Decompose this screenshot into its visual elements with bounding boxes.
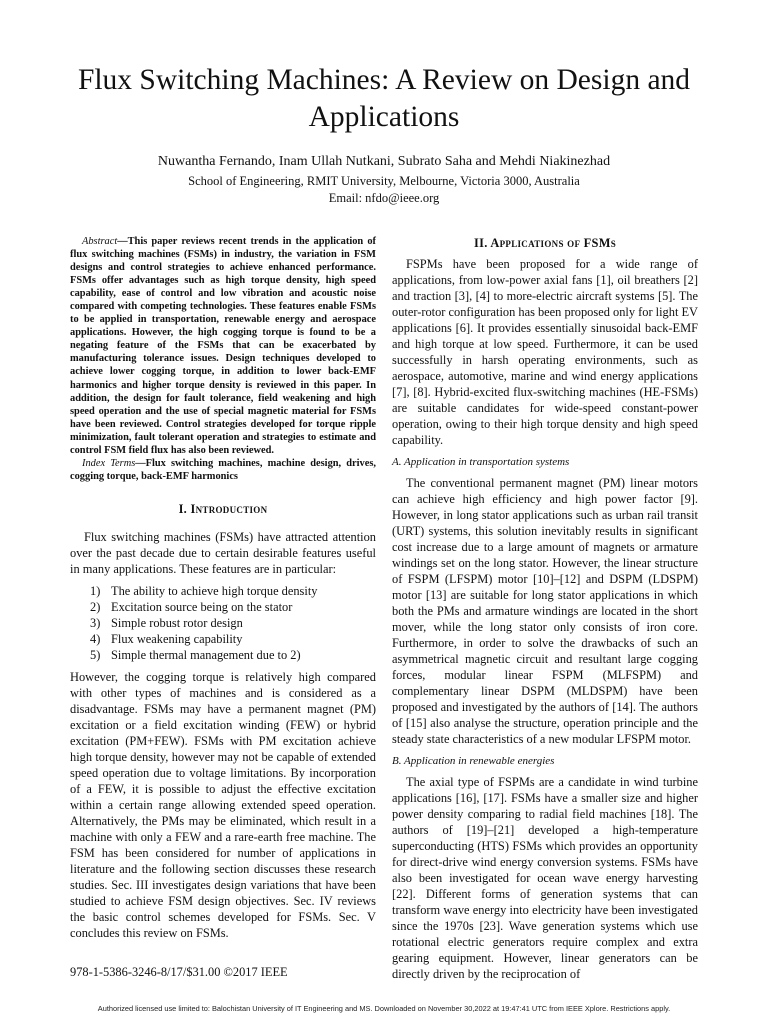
- affiliation: School of Engineering, RMIT University, Melbourne, Victoria 3000, Australia: [188, 174, 580, 188]
- section-heading-applications: II. Applications of FSMs: [474, 236, 616, 250]
- transportation-paragraph: The conventional permanent magnet (PM) linear motors can achieve high efficiency and high power factor [9]. However, in long stator applications such as urban rail transit (URT) systems, this solution inevitably results in significant cost increase due to a large amount of magnets or armature windings set on the long stator. However, the linear structure of FSPM (LFSPM) motor [10]–[12] and DSPM (LDSPM) motor [13] are suitable for long stator applications in which both the PMs and armature windings are located in the short mover, while the long stator only consists of iron core. Furthermore, in order to solve the drawbacks of such an asymmetrical magnetic circuit and resultant large cogging forces, modular linear FSPM (MLFSPM) and complementary linear DSPM (MLDSPM) have been proposed and investigated by the authors of [14]. The authors of [15] also analyse the structure, operation principle and the steady state characteristics of a new modular LFSPM motor.: [392, 476, 698, 746]
- renewable-paragraph: The axial type of FSPMs are a candidate in wind turbine applications [16], [17]. FSMs have a smaller size and higher power density comparing to radial field machines [18]. The authors of [19]–[21] developed a high-temperature superconducting (HTS) FSMs which provides an opportunity for direct-drive wind energy conversion systems. FSMs have also been investigated for ocean wave energy harvesting [22]. Different forms of generation systems that can transform wave energy into electricity have been investigated since the 1970s [23]. Wave generation systems which use rotational electric generators require complex and extra gearing equipment. However, linear generators can be directly driven by the reciprocation of: [392, 775, 698, 981]
- paper-title: Flux Switching Machines: A Review on Design and Applications: [77, 64, 691, 133]
- section-heading-introduction: I. Introduction: [178, 501, 268, 516]
- feature-list: [70, 583, 376, 663]
- list-item: 4) Flux weakening capability: [90, 631, 243, 646]
- abstract-label: Abstract: [82, 236, 118, 247]
- intro-paragraph-1: Flux switching machines (FSMs) have attracted attention over the past decade due to certain desirable features useful in many applications. These features are in particular:: [70, 529, 376, 576]
- index-terms: [70, 457, 376, 483]
- list-item: 1) The ability to achieve high torque density: [90, 583, 318, 598]
- abstract: [70, 235, 376, 457]
- contact-email: Email: nfdo@ieee.org: [328, 191, 440, 205]
- applications-paragraph-1: FSPMs have been proposed for a wide range of applications, from low-power axial fans [1], oil breathers [2] and traction [3], [4] to more-electric aircraft systems [5]. The outer-rotor configuration has been proposed only for light EV applications [6]. It provides essentially sinusoidal back-EMF and high torque at low speed. Furthermore, it can be used successfully in harsh operating environments, such as aerospace, automotive, marine and wind energy applications [7], [8]. Hybrid-excited flux-switching machines (HE-FSMs) are suitable candidates for wide-speed constant-power operation, owing to their high torque density and high speed capability.: [392, 257, 698, 447]
- right-column: [392, 235, 698, 982]
- author-list: Nuwantha Fernando, Inam Ullah Nutkani, Subrato Saha and Mehdi Niakinezhad: [157, 154, 611, 169]
- list-item: 2) Excitation source being on the stator: [90, 599, 293, 614]
- index-terms-label: Index Terms: [82, 457, 136, 469]
- subsection-heading-renewable: B. Application in renewable energies: [392, 755, 555, 767]
- abstract-text: —This paper reviews recent trends in the application of flux switching machines (FSMs) in industry, the variation in FSM designs and control strategies to achieve enhanced performance. FSMs offer advantages such as high torque density, high speed capability, ease of control and low vibration and acoustic noise compared with competing technologies. These features enable FSMs to be applied in transportation, renewable energy and aerospace applications. However, the high cogging torque is found to be a negating feature of the FSMs that can be exacerbated by manufacturing tolerance issues. Design techniques developed to achieve lower cogging torque, in addition to lower back-EMF harmonics and higher torque density is reviewed in this paper. In addition, the design for fault tolerance, field weakening and high speed operation and the use of special magnetic material for FSMs have been reviewed. Control strategies developed for torque ripple minimization, fault tolerant operation and strategies to estimate and control FSM field flux has also been reviewed.: [70, 236, 376, 456]
- copyright-notice: 978-1-5386-3246-8/17/$31.00 ©2017 IEEE: [70, 965, 288, 979]
- list-item: 5) Simple thermal management due to 2): [90, 647, 301, 662]
- intro-paragraph-2: However, the cogging torque is relatively high compared with other types of machines and is considered as a disadvantage. FSMs may have a permanent magnet (PM) excitation or a field excitation winding (FEW) or hybrid excitation (PM+FEW). FSMs with PM excitation achieve high torque density, however may not be capable of extended speed operation due to voltage limitations. By incorporation of a FEW, it is possible to adjust the effective excitation within a certain range allowing extended speed operation. Alternatively, the PMs may be eliminated, which result in a machine with only a FEW and a rare-earth free machine. The FSM has been considered for number of applications in literature and the following section discusses these research studies. Sec. III investigates design variations that have been studied to achieve FSM design objectives. Sec. IV reviews the basic control schemes developed for FSMs. Sec. V concludes this review on FSMs.: [70, 669, 376, 940]
- license-notice: Authorized licensed use limited to: Balochistan University of IT Engineering and MS. Downloaded on November 30,2022 at 19:47:41 UTC from IEEE Xplore. Restrictions apply.: [97, 1004, 671, 1013]
- left-column: [70, 235, 376, 941]
- list-item: 3) Simple robust rotor design: [90, 615, 243, 630]
- subsection-heading-transportation: A. Application in transportation systems: [392, 456, 570, 468]
- index-terms-text: —Flux switching machines, machine design, drives, cogging torque, back-EMF harmonics: [70, 457, 377, 482]
